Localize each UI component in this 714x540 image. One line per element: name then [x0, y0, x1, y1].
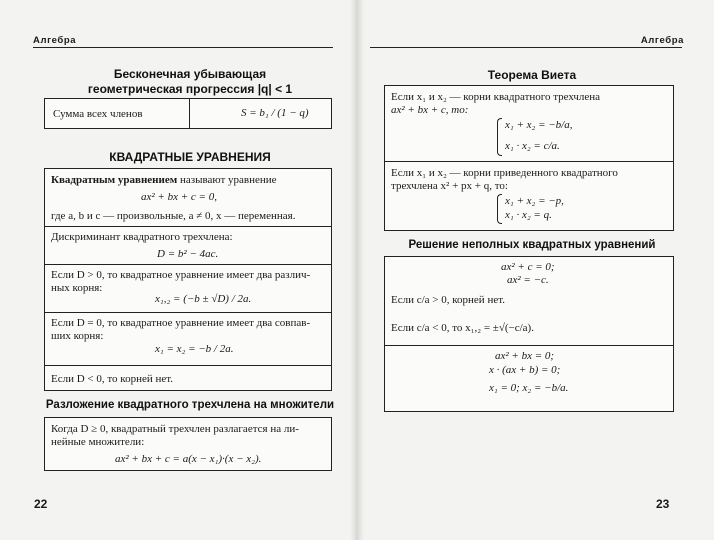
quad-title: КВАДРАТНЫЕ УРАВНЕНИЯ: [109, 150, 271, 164]
incomplete-title: Решение неполных квадратных уравнений: [408, 239, 656, 251]
running-head: Алгебра: [33, 35, 77, 46]
negative-cell: [45, 365, 331, 391]
sum-formula: S = b₁ / (1 − q): [241, 107, 309, 119]
factor-line1: Когда D ≥ 0, квадратный трехчлен разлагается на ли-: [51, 423, 299, 435]
definition-rest: называют уравнение: [177, 174, 277, 186]
vieta-r2-line1: Если x₁ и x₂ — корни приведенного квадратного: [391, 167, 618, 179]
incomplete-a-eq2: ax² = −c.: [507, 274, 549, 286]
header-rule: [33, 47, 333, 48]
geo-title-line1: Бесконечная убывающая: [113, 67, 267, 81]
negative-line: Если D < 0, то корней нет.: [51, 373, 173, 385]
discriminant-cell: [45, 226, 331, 264]
quad-table: [44, 168, 332, 391]
vieta-r2-eq2: x₁ · x₂ = q.: [505, 209, 552, 221]
vieta-title: Теорема Виета: [487, 68, 577, 82]
incomplete-a-case1: Если c/a > 0, корней нет.: [391, 294, 505, 306]
incomplete-a-eq1: ax² + c = 0;: [501, 261, 555, 273]
vieta-r1-eq1: x₁ + x₂ = −b/a,: [505, 119, 573, 131]
system-brace: [497, 118, 502, 156]
zero-line1: Если D = 0, то квадратное уравнение имеет два совпав-: [51, 317, 311, 329]
positive-line2: ных корня:: [51, 282, 103, 294]
system-brace: [497, 194, 502, 224]
vieta-r1-line2: ax² + bx + c, то:: [391, 104, 469, 116]
discriminant-label: Дискриминант квадратного трехчлена:: [51, 231, 233, 243]
positive-formula: x₁,₂ = (−b ± √D) / 2a.: [155, 293, 252, 305]
vieta-r2-eq1: x₁ + x₂ = −p,: [505, 195, 564, 207]
table-divider: [189, 99, 190, 128]
page-number: 23: [656, 497, 670, 511]
geo-title-line2: геометрическая прогрессия |q| < 1: [87, 82, 293, 96]
vieta-r1-line1: Если x₁ и x₂ — корни квадратного трехчлена: [391, 91, 601, 103]
header-rule: [370, 47, 682, 48]
vieta-table: [384, 85, 674, 231]
positive-line1: Если D > 0, то квадратное уравнение имеет два различ-: [51, 269, 311, 281]
incomplete-table: [384, 256, 674, 412]
factor-formula: ax² + bx + c = a(x − x₁)·(x − x₂).: [115, 453, 262, 465]
incomplete-b-cell: [385, 345, 673, 413]
factor-title: Разложение квадратного трехчлена на множители: [45, 399, 335, 411]
page-number: 22: [34, 497, 48, 511]
definition-where: где a, b и c — произвольные, a ≠ 0, x — переменная.: [51, 210, 296, 222]
incomplete-b-eq1: ax² + bx = 0;: [495, 350, 555, 362]
incomplete-b-eq2: x · (ax + b) = 0;: [489, 364, 561, 376]
vieta-reduced-cell: [385, 161, 673, 231]
zero-formula: x₁ = x₂ = −b / 2a.: [155, 343, 234, 355]
discriminant-formula: D = b² − 4ac.: [157, 248, 219, 260]
positive-cell: [45, 264, 331, 312]
zero-cell: [45, 312, 331, 365]
definition-term: Квадратным уравнением: [51, 174, 178, 186]
factor-table: [44, 417, 332, 471]
sum-label: Сумма всех членов: [53, 108, 143, 120]
incomplete-b-eq3: x₁ = 0; x₂ = −b/a.: [489, 382, 569, 394]
factor-line2: нейные множители:: [51, 436, 145, 448]
left-page: [0, 0, 352, 540]
zero-line2: ших корня:: [51, 330, 104, 342]
geo-title: [40, 67, 340, 97]
incomplete-a-case2: Если c/a < 0, то x₁,₂ = ±√(−c/a).: [391, 322, 534, 334]
vieta-r2-line2: трехчлена x² + px + q, то:: [391, 180, 508, 192]
geo-table: [44, 98, 332, 129]
definition-formula: ax² + bx + c = 0,: [141, 191, 217, 203]
vieta-r1-eq2: x₁ · x₂ = c/a.: [505, 140, 560, 152]
right-page: [362, 0, 714, 540]
definition-line: [51, 173, 277, 187]
running-head: Алгебра: [640, 35, 684, 46]
